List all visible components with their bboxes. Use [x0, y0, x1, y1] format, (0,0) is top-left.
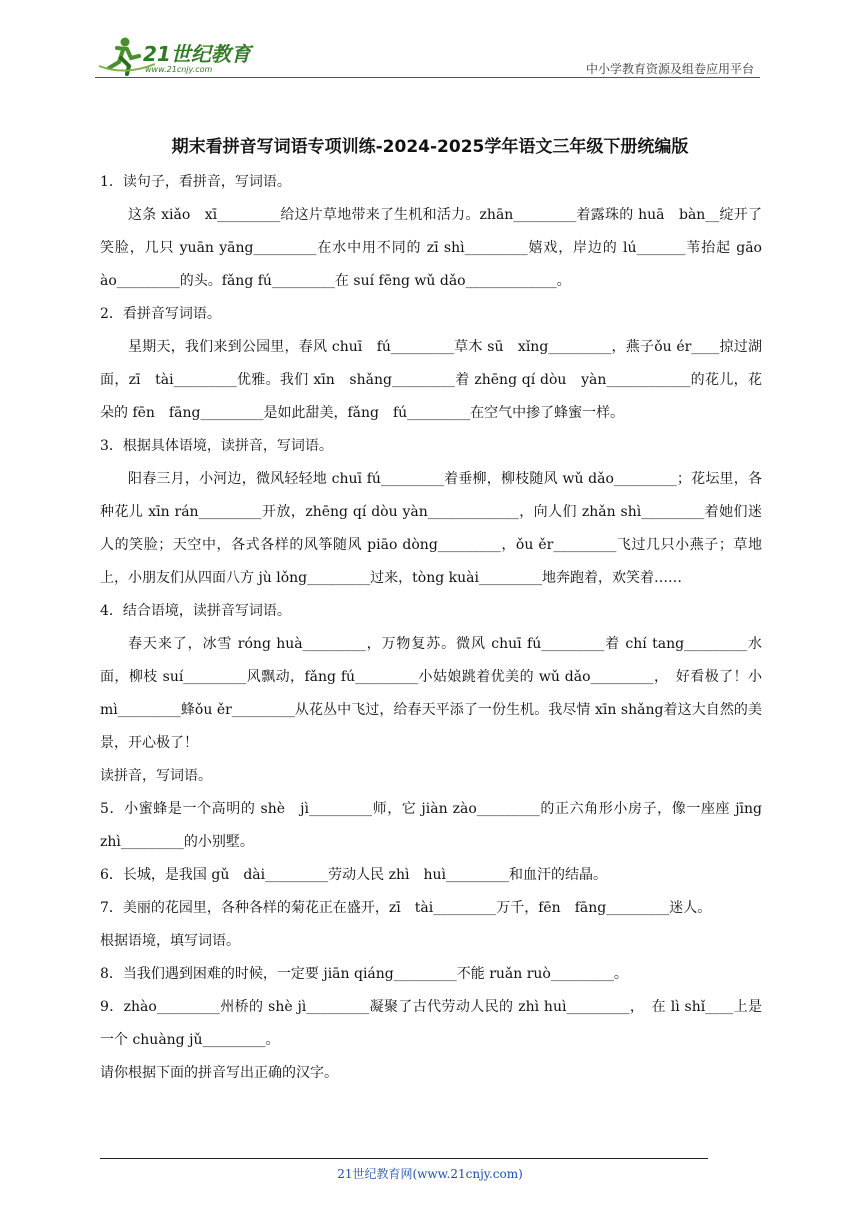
question-3-text: 阳春三月，小河边，微风轻轻地 chuī fú_________着垂柳，柳枝随风 wǔ dǎo_________；花坛里，各种花儿 xīn rán_________开放，zhēng qí dòu yàn_____________，向人们 zhǎn shì_________着她们迷人的笑脸；天空中，各式各样的风筝随风 piāo dòng_________，ǒu ěr_________飞过几只小燕子；草地上，小朋友们从四面八方 jù lǒng_________过来，tòng kuài_________地奔跑着，欢笑着……	[100, 471, 762, 586]
logo-url: www.21cnjy.com	[145, 65, 213, 74]
question-1-heading: 1．读句子，看拼音，写词语。	[100, 174, 291, 190]
header-divider	[95, 77, 760, 78]
page-header	[95, 36, 760, 80]
question-1-text: 这条 xiǎo xī_________给这片草地带来了生机和活力。zhān_________着露珠的 huā bàn__绽开了笑脸，几只 yuān yāng_________在水中用不同的 zī shì_________嬉戏，岸边的 lú_______苇抬起 gāo ào_________的头。fǎng fú_________在 suí fēng wǔ dǎo_____________。	[100, 207, 776, 289]
section-label-2: 根据语境，填写词语。	[100, 933, 240, 949]
question-4-heading: 4．结合语境，读拼音写词语。	[100, 603, 291, 619]
question-3-heading: 3．根据具体语境，读拼音，写词语。	[100, 438, 333, 454]
footer-divider	[100, 1158, 708, 1159]
logo-21cnjy	[95, 36, 265, 76]
logo-text: 21世纪教育	[143, 42, 251, 66]
platform-name: 中小学教育资源及组卷应用平台	[585, 62, 754, 76]
question-2-text: 星期天，我们来到公园里，春风 chuī fú_________草木 sū xǐng_________，燕子ǒu ér____掠过湖面，zī tài_________优雅。我们 xīn shǎng_________着 zhēng qí dòu yàn____________的花儿，花朵的 fēn fāng_________是如此甜美，fǎng fú_________在空气中掺了蜂蜜一样。	[100, 339, 762, 421]
page-title: 期末看拼音写词语专项训练-2024-2025学年语文三年级下册统编版	[171, 137, 689, 157]
question-7: 7．美丽的花园里，各种各样的菊花正在盛开，zī tài_________万千，fēn fāng_________迷人。	[100, 900, 712, 916]
question-9: 9．zhào_________州桥的 shè jì_________凝聚了古代劳动人民的 zhì huì_________， 在 lì shǐ____上是一个 chuàng jǔ_________。	[100, 999, 762, 1048]
section-label: 读拼音，写词语。	[100, 768, 212, 784]
question-4-text: 春天来了，冰雪 róng huà_________，万物复苏。微风 chuī fú_________着 chí tang_________水面，柳枝 suí_________风飘动，fǎng fú_________小姑娘跳着优美的 wǔ dǎo_________， 好看极了！小 mì_________蜂ǒu ěr_________从花丛中飞过，给春天平添了一份生机。我尽情 xīn shǎng着这大自然的美景，开心极了！	[100, 636, 762, 751]
page-footer: 21世纪教育网(www.21cnjy.com)	[337, 1167, 523, 1181]
question-5: 5．小蜜蜂是一个高明的 shè jì_________师，它 jiàn zào_________的正六角形小房子，像一座座 jīng zhì_________的小别墅。	[100, 801, 776, 850]
question-8: 8．当我们遇到困难的时候，一定要 jiān qiáng_________不能 ruǎn ruò_________。	[100, 966, 628, 982]
worksheet-content	[100, 166, 776, 1090]
section-label-3: 请你根据下面的拼音写出正确的汉字。	[100, 1065, 338, 1081]
question-2-heading: 2．看拼音写词语。	[100, 306, 221, 322]
question-6: 6．长城，是我国 gǔ dài_________劳动人民 zhì huì_________和血汗的结晶。	[100, 867, 607, 883]
